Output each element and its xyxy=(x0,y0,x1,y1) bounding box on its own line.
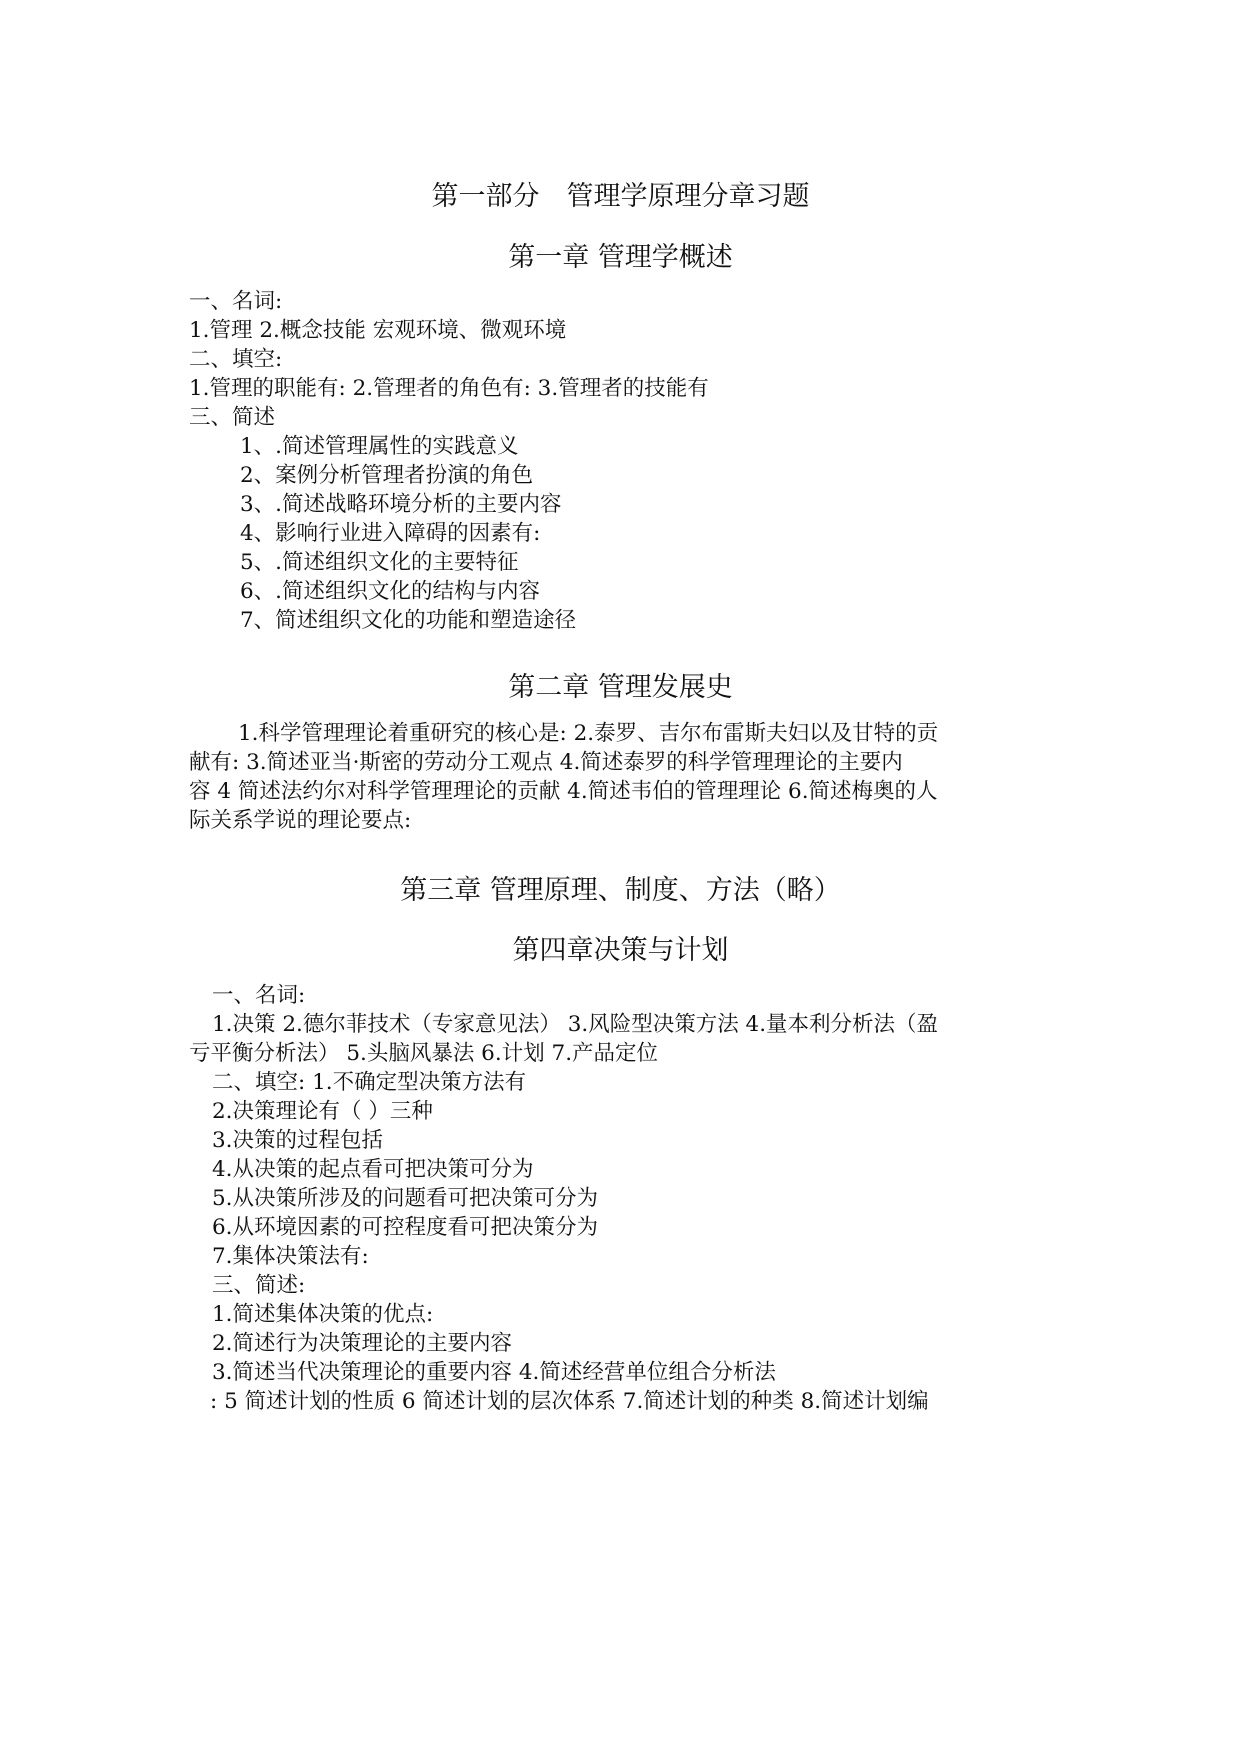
chapter-4-line: 二、填空: 1.不确定型决策方法有 xyxy=(212,1070,527,1095)
chapter-1-line: 一、名词: xyxy=(189,289,283,314)
part-title: 第一部分 管理学原理分章习题 xyxy=(431,181,810,212)
chapter-4-line: 5.从决策所涉及的问题看可把决策可分为 xyxy=(212,1186,599,1211)
chapter-1-title: 第一章 管理学概述 xyxy=(508,242,733,273)
chapter-2-line: 际关系学说的理论要点: xyxy=(189,808,412,833)
chapter-4-line: 6.从环境因素的可控程度看可把决策分为 xyxy=(212,1215,599,1240)
chapter-4-line: 2.简述行为决策理论的主要内容 xyxy=(212,1331,513,1356)
chapter-4-line: : 5 简述计划的性质 6 简述计划的层次体系 7.简述计划的种类 8.简述计划编 xyxy=(210,1389,929,1414)
chapter-1-line: 1.管理的职能有: 2.管理者的角色有: 3.管理者的技能有 xyxy=(189,376,709,401)
chapter-2-line: 1.科学管理理论着重研究的核心是: 2.泰罗、吉尔布雷斯夫妇以及甘特的贡 xyxy=(238,721,939,746)
chapter-4-line: 亏平衡分析法） 5.头脑风暴法 6.计划 7.产品定位 xyxy=(189,1041,659,1066)
chapter-4-title: 第四章决策与计划 xyxy=(512,935,729,966)
chapter-1-item: 2、案例分析管理者扮演的角色 xyxy=(240,463,534,488)
chapter-4-line: 4.从决策的起点看可把决策可分为 xyxy=(212,1157,534,1182)
chapter-2-line: 容 4 简述法约尔对科学管理理论的贡献 4.简述韦伯的管理理论 6.简述梅奥的人 xyxy=(189,779,938,804)
chapter-1-item: 7、简述组织文化的功能和塑造途径 xyxy=(240,608,577,633)
chapter-2-title: 第二章 管理发展史 xyxy=(508,672,733,703)
chapter-4-line: 3.简述当代决策理论的重要内容 4.简述经营单位组合分析法 xyxy=(212,1360,776,1385)
chapter-4-line: 7.集体决策法有: xyxy=(212,1244,369,1269)
chapter-1-line: 二、填空: xyxy=(189,347,283,372)
chapter-1-item: 6、.简述组织文化的结构与内容 xyxy=(240,579,541,604)
chapter-4-line: 1.简述集体决策的优点: xyxy=(212,1302,434,1327)
chapter-1-item: 5、.简述组织文化的主要特征 xyxy=(240,550,519,575)
chapter-4-line: 3.决策的过程包括 xyxy=(212,1128,384,1153)
chapter-3-title: 第三章 管理原理、制度、方法（略） xyxy=(400,875,841,906)
chapter-4-line: 三、简述: xyxy=(212,1273,306,1298)
chapter-1-line: 三、简述 xyxy=(189,405,276,430)
chapter-1-line: 1.管理 2.概念技能 宏观环境、微观环境 xyxy=(189,318,567,343)
chapter-4-line: 一、名词: xyxy=(212,983,306,1008)
chapter-1-item: 3、.简述战略环境分析的主要内容 xyxy=(240,492,562,517)
chapter-4-line: 1.决策 2.德尔菲技术（专家意见法） 3.风险型决策方法 4.量本利分析法（盈 xyxy=(212,1012,939,1037)
chapter-4-line: 2.决策理论有（ ）三种 xyxy=(212,1099,433,1124)
chapter-1-item: 1、.简述管理属性的实践意义 xyxy=(240,434,519,459)
chapter-1-item: 4、影响行业进入障碍的因素有: xyxy=(240,521,541,546)
chapter-2-line: 献有: 3.简述亚当·斯密的劳动分工观点 4.简述泰罗的科学管理理论的主要内 xyxy=(189,750,903,775)
